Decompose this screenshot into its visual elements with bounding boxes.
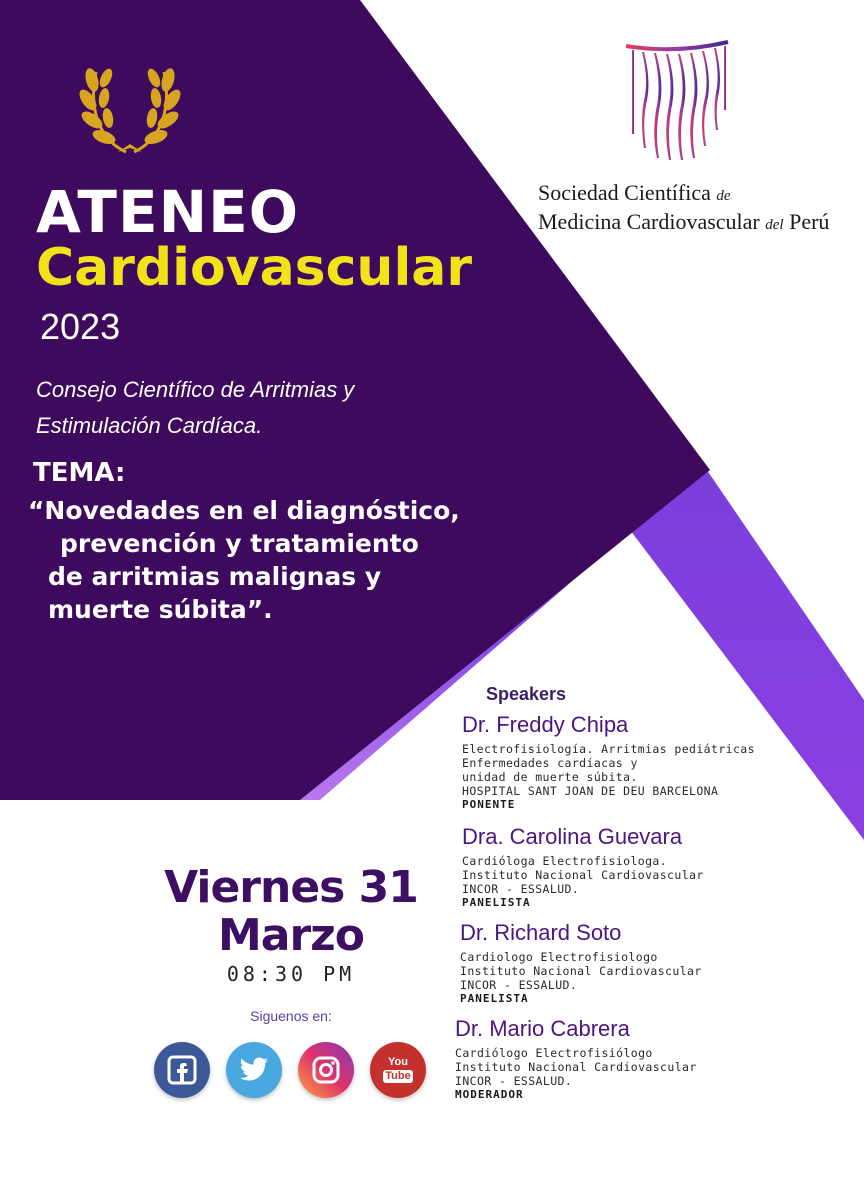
speaker-detail-line: Instituto Nacional Cardiovascular	[462, 868, 704, 882]
event-title: ATENEO	[36, 178, 300, 246]
event-time: 08:30 PM	[226, 962, 356, 986]
twitter-glyph	[239, 1057, 269, 1083]
event-subtitle: Cardiovascular	[36, 238, 473, 298]
council-text	[36, 372, 476, 444]
speakers-heading: Speakers	[486, 684, 567, 704]
speaker-details	[462, 742, 852, 812]
council-line-1: Consejo Científico de Arritmias y	[36, 377, 355, 402]
tema-text	[28, 494, 498, 626]
speaker-detail-line: Enfermedades cardíacas y	[462, 756, 638, 770]
event-month: Marzo	[217, 910, 364, 961]
event-year: 2023	[40, 306, 121, 347]
organization-line-1: Sociedad Científica de	[538, 180, 731, 205]
organization-name	[538, 180, 829, 238]
speaker-detail-line: INCOR - ESSALUD.	[462, 882, 580, 896]
speaker-detail-line: HOSPITAL SANT JOAN DE DEU BARCELONA	[462, 784, 719, 798]
laurel-wreath-icon	[70, 40, 190, 160]
speaker-detail-line: unidad de muerte súbita.	[462, 770, 638, 784]
speaker-card	[460, 920, 850, 1006]
speaker-card	[462, 712, 852, 812]
speaker-detail-line: Cardióloga Electrofisiologa.	[462, 854, 668, 868]
speaker-detail-line: INCOR - ESSALUD.	[460, 978, 578, 992]
instagram-icon[interactable]	[298, 1042, 354, 1098]
tema-line: prevención y tratamiento	[60, 529, 419, 558]
tema-line: “Novedades en el diagnóstico,	[28, 496, 460, 525]
speaker-role: PONENTE	[462, 798, 516, 811]
speaker-details	[460, 950, 850, 1006]
youtube-text-top: You	[388, 1056, 408, 1068]
tema-line: muerte súbita”.	[48, 595, 273, 624]
event-day: Viernes 31	[164, 862, 418, 913]
organization-line-2: Medicina Cardiovascular del Perú	[538, 209, 830, 234]
speaker-detail-line: Cardiologo Electrofisiologo	[460, 950, 658, 964]
follow-us-label: Siguenos en:	[250, 1008, 332, 1024]
speaker-details	[455, 1046, 845, 1102]
speaker-role: PANELISTA	[460, 992, 529, 1005]
speaker-role: MODERADOR	[455, 1088, 524, 1101]
youtube-icon[interactable]	[370, 1042, 426, 1098]
twitter-icon[interactable]	[226, 1042, 282, 1098]
speaker-detail-line: INCOR - ESSALUD.	[455, 1074, 573, 1088]
instagram-glyph	[311, 1055, 341, 1085]
tema-label: TEMA:	[33, 458, 126, 488]
speaker-detail-line: Instituto Nacional Cardiovascular	[460, 964, 702, 978]
facebook-icon[interactable]	[154, 1042, 210, 1098]
speaker-name: Dra. Carolina Guevara	[462, 824, 683, 849]
council-line-2: Estimulación Cardíaca.	[36, 413, 263, 438]
speaker-details	[462, 854, 852, 910]
society-logo-icon	[622, 40, 732, 164]
speaker-detail-line: Instituto Nacional Cardiovascular	[455, 1060, 697, 1074]
speaker-detail-line: Cardiólogo Electrofisiólogo	[455, 1046, 653, 1060]
youtube-text-bottom: Tube	[385, 1070, 411, 1082]
speaker-detail-line: Electrofisiología. Arritmias pediátricas	[462, 742, 755, 756]
facebook-glyph	[167, 1055, 197, 1085]
speaker-role: PANELISTA	[462, 896, 531, 909]
speaker-card	[462, 824, 852, 910]
speaker-card	[455, 1016, 845, 1102]
speaker-name: Dr. Richard Soto	[460, 920, 622, 945]
tema-line: de arritmias malignas y	[48, 562, 382, 591]
speaker-name: Dr. Freddy Chipa	[462, 712, 629, 737]
speaker-name: Dr. Mario Cabrera	[455, 1016, 630, 1041]
